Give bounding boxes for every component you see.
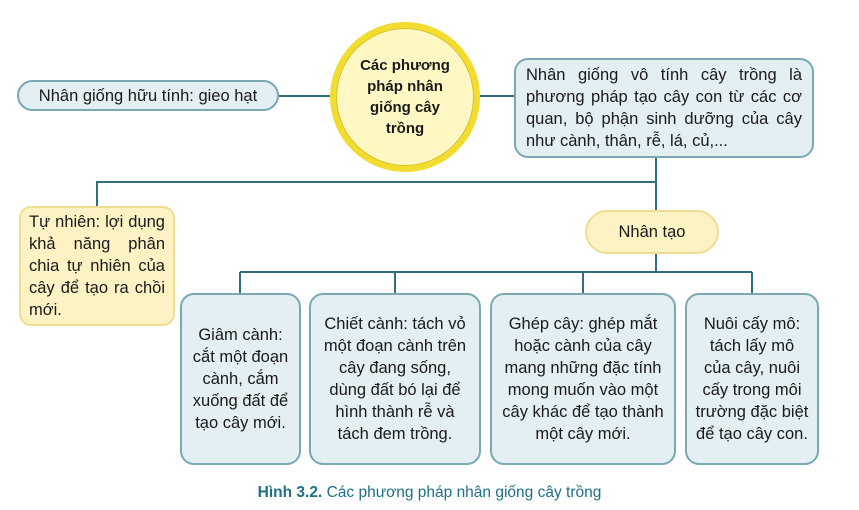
method-layering-text: Chiết cành: tách vỏ một đoạn cành trên cây đang sống, dùng đất bó lại để hình thành rễ và tách đem trồng. — [323, 315, 467, 443]
artificial-method-box — [585, 210, 719, 254]
method-cutting-text: Giâm cành: cắt một đoạn cành, cắm xuống đất để tạo cây mới. — [192, 326, 289, 432]
natural-method-text: Tự nhiên: lợi dụng khả năng phân chia tự nhiên của cây để tạo ra chồi mới. — [29, 213, 165, 319]
figure-caption-text: Các phương pháp nhân giống cây trồng — [326, 484, 602, 501]
method-grafting-text: Ghép cây: ghép mắt hoặc cành của cây mang những đặc tính mong muốn vào một cây khác để tạo thành một cây mới. — [502, 315, 664, 443]
method-cutting-box — [180, 293, 301, 465]
asexual-propagation-box — [514, 58, 814, 158]
artificial-method-text: Nhân tạo — [618, 223, 686, 241]
method-layering-box — [309, 293, 481, 465]
method-tissue-culture-text: Nuôi cấy mô: tách lấy mô của cây, nuôi cấy trong môi trường đặc biệt để tạo cây con. — [695, 315, 809, 443]
figure-caption — [0, 484, 859, 502]
asexual-propagation-text: Nhân giống vô tính cây trồng là phương pháp tạo cây con từ các cơ quan, bộ phận sinh dưỡng của cây như cành, thân, rễ, lá, củ,... — [526, 66, 802, 150]
method-grafting-box — [490, 293, 676, 465]
center-topic-circle — [330, 22, 480, 172]
center-topic-title: Các phương pháp nhân giống cây trồng — [360, 57, 450, 137]
method-tissue-culture-box — [685, 293, 819, 465]
natural-method-box — [19, 206, 175, 326]
figure-caption-number: Hình 3.2. — [257, 484, 323, 501]
sexual-propagation-text: Nhân giống hữu tính: gieo hạt — [38, 86, 258, 105]
sexual-propagation-box — [17, 80, 279, 111]
